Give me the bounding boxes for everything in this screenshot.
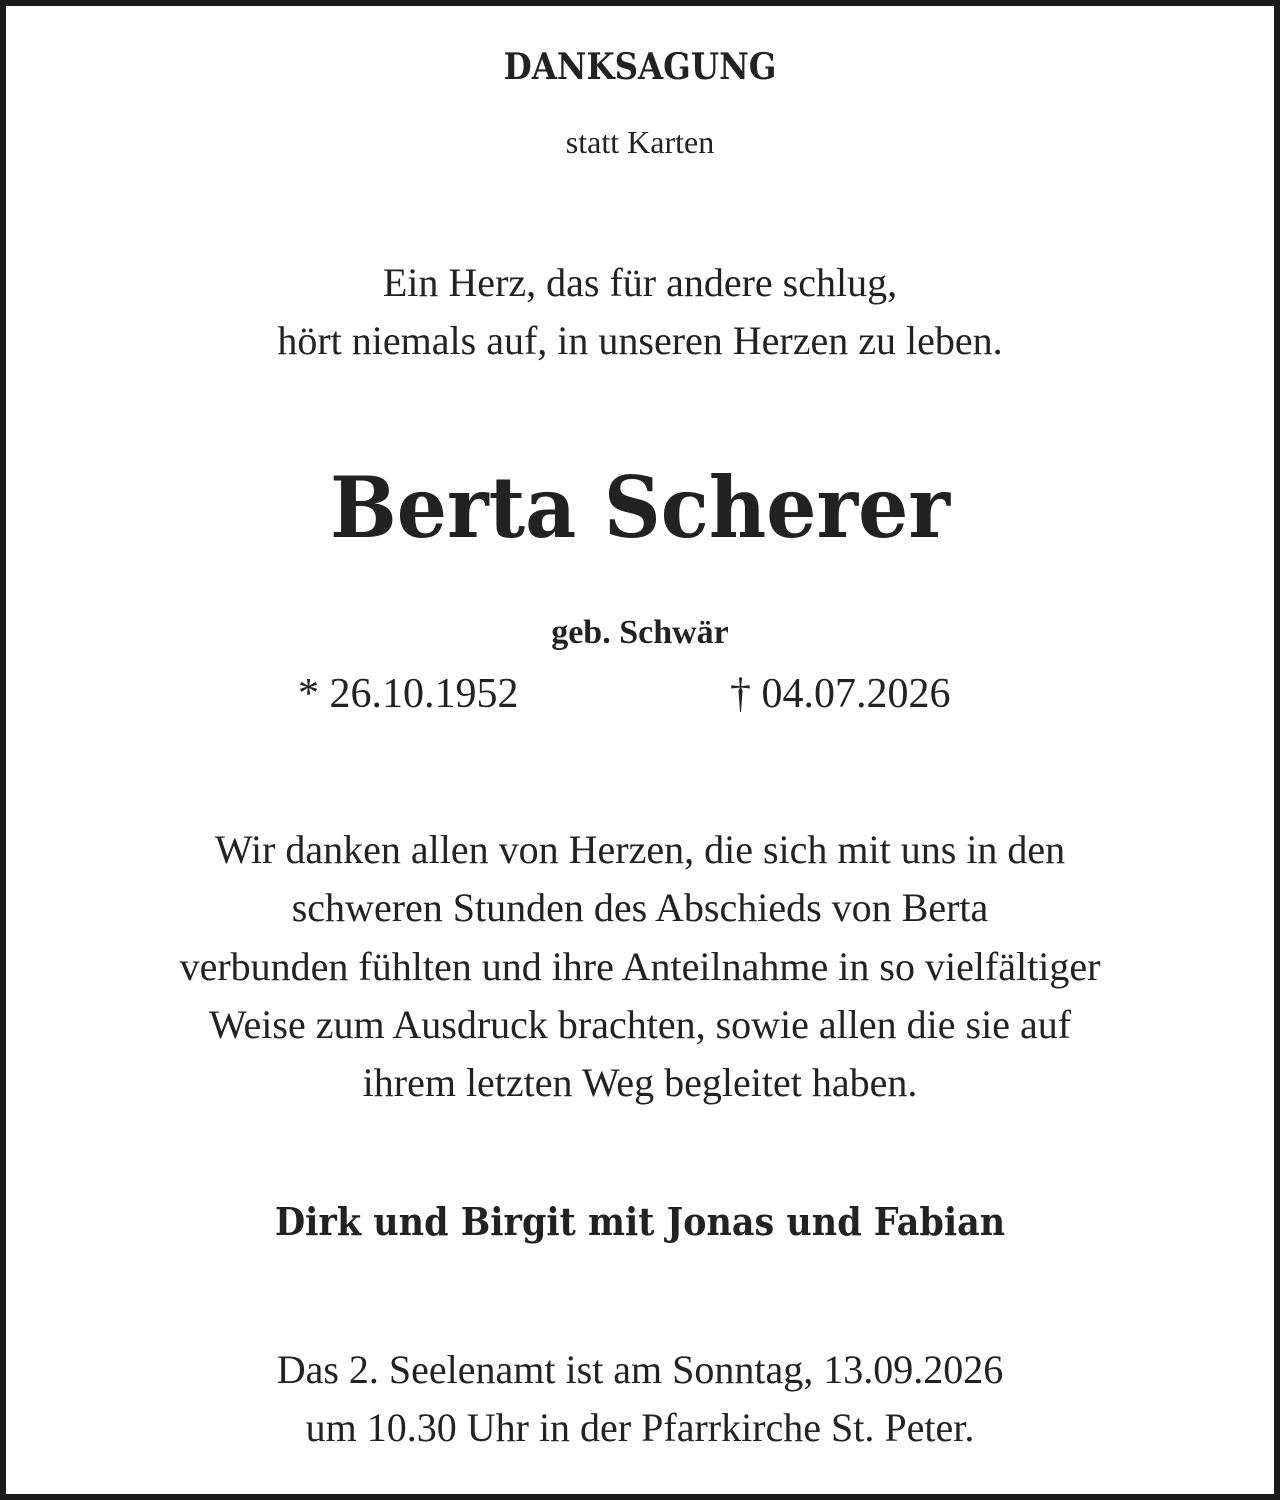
quote-line-1: Ein Herz, das für andere schlug, [382,260,898,305]
deceased-name: Berta Scherer [330,458,950,557]
family-signatures: Dirk und Birgit mit Jonas und Fabian [274,1199,1006,1244]
thanks-line-3: verbunden fühlten und ihre Anteilnahme in so vielfältiger [179,944,1101,989]
notice-heading: DANKSAGUNG [503,46,777,88]
thanks-line-5: ihrem letzten Weg begleitet haben. [362,1060,918,1105]
birth-date: * 26.10.1952 [298,671,519,717]
life-dates [6,670,1274,726]
thanks-line-1: Wir danken allen von Herzen, die sich mit uns in den [214,827,1066,872]
thanks-line-4: Weise zum Ausdruck brachten, sowie allen die sie auf [208,1002,1072,1047]
birth-name: geb. Schwär [551,614,729,651]
service-line-1: Das 2. Seelenamt ist am Sonntag, 13.09.2026 [276,1347,1004,1392]
notice-subheading: statt Karten [565,124,715,160]
thanks-line-2: schweren Stunden des Abschieds von Berta [291,885,989,930]
service-line-2: um 10.30 Uhr in der Pfarrkirche St. Peter. [305,1405,975,1450]
death-date: † 04.07.2026 [730,671,951,717]
quote-line-2: hört niemals auf, in unseren Herzen zu leben. [277,318,1003,363]
